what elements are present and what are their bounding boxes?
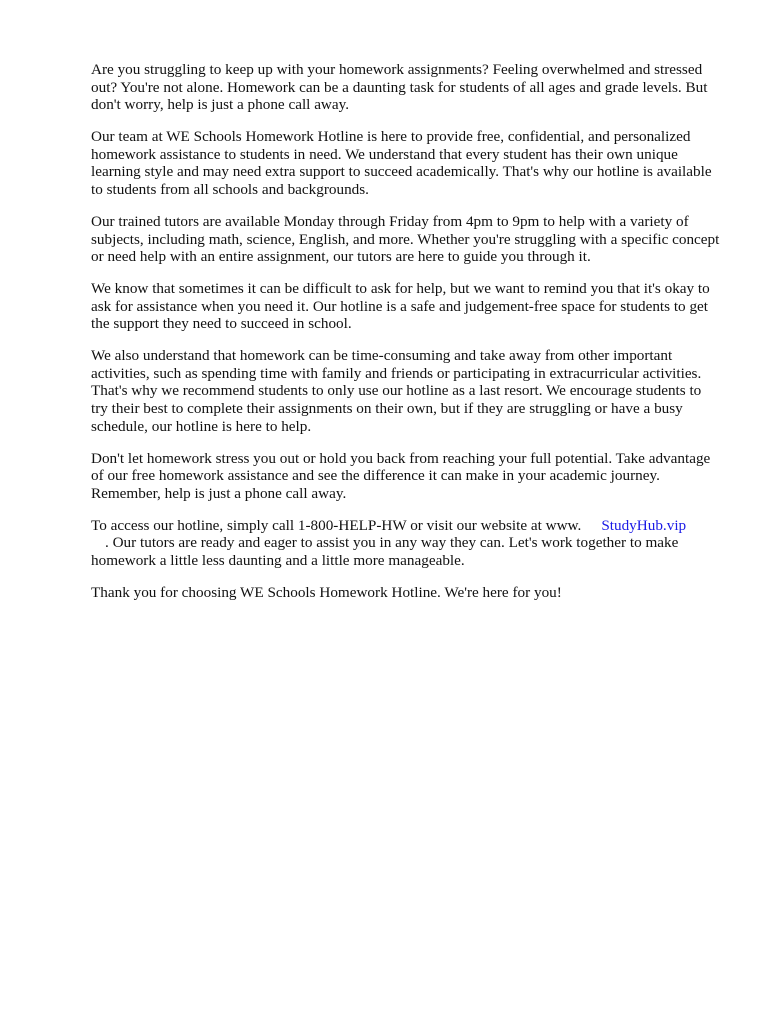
access-text-before-link: To access our hotline, simply call 1-800-HELP-HW or visit our website at www.: [91, 516, 582, 534]
paragraph-time-consuming: We also understand that homework can be time-consuming and take away from other important activities, such as spending time with family and friends or participating in extracurricular activities. That's why we recommend students to only use our hotline as a last resort. We encourage students to try their best to complete their assignments on their own, but if they are struggling or have a busy schedule, our hotline is here to help.: [91, 347, 702, 435]
access-text-after-link: . Our tutors are ready and eager to assist you in any way they can. Let's work together to make homework a little less daunting and a little more manageable.: [91, 534, 679, 569]
paragraph-tutors: Our trained tutors are available Monday through Friday from 4pm to 9pm to help with a variety of subjects, including math, science, English, and more. Whether you're struggling with a specific concept or need help with an entire assignment, our tutors are here to guide you through it.: [91, 212, 720, 266]
paragraph-access: [91, 517, 721, 570]
access-continuation: [91, 534, 721, 569]
access-line: [91, 517, 721, 535]
document-page: [91, 61, 721, 616]
paragraph-closing: Thank you for choosing WE Schools Homework Hotline. We're here for you!: [91, 583, 562, 601]
website-link[interactable]: StudyHub.vip: [601, 516, 687, 534]
paragraph-dont-stress: Don't let homework stress you out or hold you back from reaching your full potential. Take advantage of our free homework assistance and see the difference it can make in your academic journey. Remember, help is just a phone call away.: [91, 449, 711, 502]
paragraph-intro: Are you struggling to keep up with your homework assignments? Feeling overwhelmed and stressed out? You're not alone. Homework can be a daunting task for students of all ages and grade levels. But don't worry, help is just a phone call away.: [91, 61, 708, 114]
paragraph-team: Our team at WE Schools Homework Hotline is here to provide free, confidential, and personalized homework assistance to students in need. We understand that every student has their own unique learning style and may need extra support to succeed academically. That's why our hotline is available to students from all schools and backgrounds.: [91, 128, 712, 198]
paragraph-ask-for-help: We know that sometimes it can be difficult to ask for help, but we want to remind you that it's okay to ask for assistance when you need it. Our hotline is a safe and judgement-free space for students to get the support they need to succeed in school.: [91, 280, 710, 333]
